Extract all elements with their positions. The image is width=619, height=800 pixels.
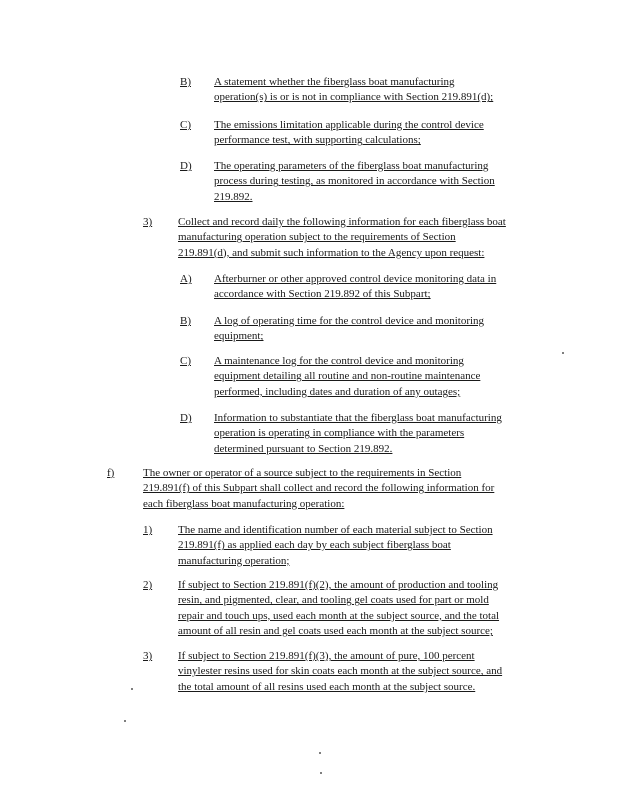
list-marker: D)	[180, 412, 192, 424]
scan-speck	[320, 772, 322, 774]
text-line: accordance with Section 219.892 of this Subpart;	[214, 288, 431, 301]
text-line: resin, and pigmented, clear, and tooling gel coats used for part or mold	[178, 594, 489, 607]
list-marker: A)	[180, 273, 192, 285]
text-line: Information to substantiate that the fiberglass boat manufacturing	[214, 412, 502, 424]
list-item-text	[178, 523, 493, 569]
list-item-text	[178, 215, 506, 261]
text-line: operation(s) is or is not in compliance with Section 219.891(d);	[214, 91, 494, 104]
text-line: If subject to Section 219.891(f)(3), the amount of pure, 100 percent	[178, 650, 475, 662]
text-line: A log of operating time for the control device and monitoring	[214, 315, 485, 327]
text-line: equipment;	[214, 330, 264, 343]
scan-speck	[319, 752, 321, 754]
list-item-text	[178, 578, 499, 640]
text-line: amount of all resin and gel coats used each month at the subject source;	[178, 625, 493, 638]
text-line: The operating parameters of the fiberglass boat manufacturing	[214, 160, 489, 172]
text-line: operation is operating in compliance with the parameters	[214, 427, 465, 440]
list-item-text	[214, 118, 484, 149]
text-line: performance test, with supporting calculations;	[214, 134, 421, 147]
text-line: The owner or operator of a source subject to the requirements in Section	[143, 467, 462, 479]
text-line: 219.891(f) of this Subpart shall collect and record the following information for	[143, 482, 495, 495]
text-line: performed, including dates and duration of any outages;	[214, 385, 461, 398]
text-line: determined pursuant to Section 219.892.	[214, 442, 393, 455]
list-marker: C)	[180, 119, 191, 131]
text-line: equipment detailing all routine and non-routine maintenance	[214, 370, 481, 383]
text-line: Collect and record daily the following information for each fiberglass boat	[178, 216, 506, 228]
list-marker: f)	[107, 467, 115, 479]
list-marker: 3)	[143, 216, 153, 228]
list-marker: B)	[180, 76, 191, 88]
text-line: A statement whether the fiberglass boat manufacturing	[214, 76, 455, 88]
list-item-text	[214, 314, 484, 345]
list-marker: 3)	[143, 650, 153, 662]
text-line: manufacturing operation subject to the requirements of Section	[178, 231, 456, 244]
list-marker: B)	[180, 315, 191, 327]
text-line: If subject to Section 219.891(f)(2), the amount of production and tooling	[178, 579, 499, 591]
text-line: A maintenance log for the control device and monitoring	[214, 355, 464, 367]
list-marker: 2)	[143, 579, 153, 591]
list-item-text	[214, 75, 493, 106]
text-line: The name and identification number of each material subject to Section	[178, 524, 493, 536]
text-line: process during testing, as monitored in accordance with Section	[214, 175, 495, 188]
list-item-text	[214, 354, 480, 400]
list-item-text	[214, 159, 495, 205]
list-marker: D)	[180, 160, 192, 172]
text-line: 219.892.	[214, 190, 253, 203]
text-line: repair and touch ups, used each month at the subject source, and the total	[178, 609, 500, 622]
list-item-text	[143, 466, 494, 512]
text-line: the total amount of all resins used each month at the subject source.	[178, 680, 476, 693]
list-marker: C)	[180, 355, 191, 367]
scan-speck	[131, 688, 133, 690]
text-line: Afterburner or other approved control device monitoring data in	[214, 273, 497, 285]
text-line: manufacturing operation;	[178, 554, 290, 567]
list-item-text	[178, 649, 502, 695]
text-line: 219.891(d), and submit such information to the Agency upon request:	[178, 246, 485, 259]
text-line: vinylester resins used for skin coats each month at the subject source, and	[178, 665, 503, 678]
list-marker: 1)	[143, 524, 153, 536]
text-line: The emissions limitation applicable during the control device	[214, 119, 484, 131]
text-line: 219.891(f) as applied each day by each subject fiberglass boat	[178, 539, 451, 552]
scan-speck	[562, 352, 564, 354]
scan-speck	[124, 720, 126, 722]
list-item-text	[214, 411, 502, 457]
text-line: each fiberglass boat manufacturing operation:	[143, 497, 345, 510]
list-item-text	[214, 272, 496, 303]
